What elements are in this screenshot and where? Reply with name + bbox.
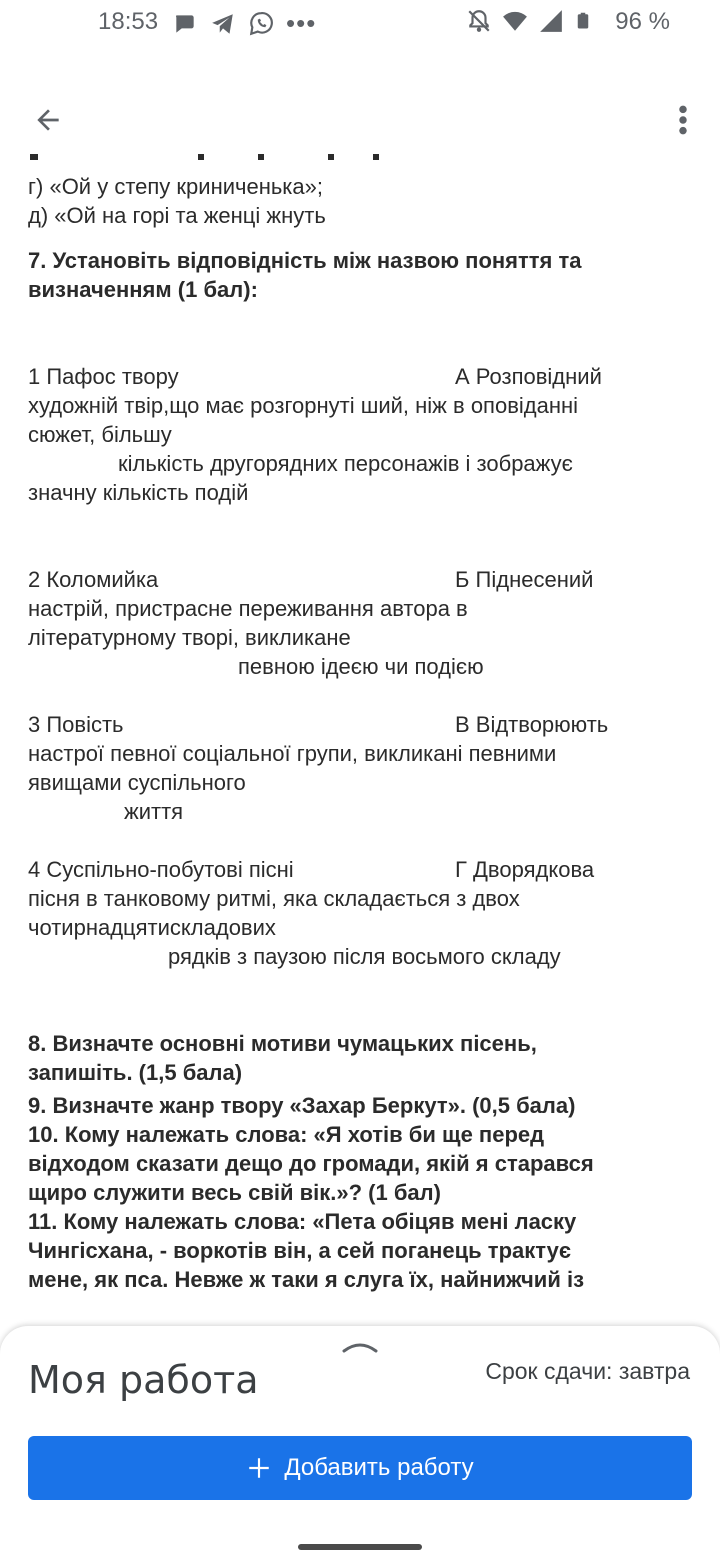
answer-option-d: д) «Ой на горі та женці жнуть [28,203,326,228]
question-8-line-2: запишіть. (1,5 бала) [28,1060,243,1085]
question-10-line-3: щиро служити весь свій вік.»? (1 бал) [28,1180,441,1205]
match-item-1-line-2: художній твір,що має розгорнуті ший, ніж в оповіданні [28,393,579,418]
question-11-line-1: 11. Кому належать слова: «Пета обіцяв мені ласку [28,1209,577,1234]
match-item-4-term: 4 Суспільно-побутові пісні [28,857,294,882]
sheet-expand-handle[interactable] [340,1336,380,1356]
match-item-4 [28,855,688,884]
clipped-text-fragments [28,150,388,164]
match-item-4-line-4: рядків з паузою після восьмого складу [168,944,561,969]
status-time: 18:53 [98,8,159,35]
question-7-title-line-2: визначенням (1 бал): [28,277,258,302]
question-9: 9. Визначте жанр твору «Захар Беркут». (0,5 бала) [28,1093,576,1118]
status-bar [0,0,720,44]
match-item-2-line-4: певною ідеєю чи подією [238,654,484,679]
question-7-title-line-1: 7. Установіть відповідність між назвою поняття та [28,248,582,273]
match-item-2 [28,565,688,594]
status-notification-icons [172,8,316,39]
wifi-icon [502,8,528,34]
match-item-4-definition-start: Г Дворядкова [455,857,595,882]
battery-icon [574,8,592,34]
assignment-document [28,172,688,1294]
telegram-icon [210,11,236,37]
match-item-1-line-5: значну кількість подій [28,480,249,505]
question-11-line-2: Чингісхана, - воркотів він, а сей поганець трактує [28,1238,571,1263]
match-item-4-line-2: пісня в танковому ритмі, яка складається з двох [28,886,520,911]
question-10-line-2: відходом сказати дещо до громади, якій я старався [28,1151,594,1176]
match-item-2-definition-start: Б Піднесений [455,567,594,592]
match-item-2-term: 2 Коломийка [28,567,159,592]
gesture-nav-bar[interactable] [298,1544,422,1550]
clipped-text-line [28,150,388,164]
sheet-title: Моя работа [28,1358,259,1402]
match-item-1-line-4: кількість другорядних персонажів і зображує [118,451,573,476]
question-8-line-1: 8. Визначте основні мотиви чумацьких пісень, [28,1031,537,1056]
signal-icon [538,8,564,34]
match-item-3-line-4: життя [124,799,184,824]
more-options-button[interactable] [668,100,698,140]
match-item-4-line-3: чотирнадцятискладових [28,915,276,940]
question-10-line-1: 10. Кому належать слова: «Я хотів би ще перед [28,1122,545,1147]
match-item-3 [28,710,688,739]
match-item-1-term: 1 Пафос твору [28,364,179,389]
bell-off-icon [466,8,492,34]
match-item-1-line-3: сюжет, більшу [28,422,172,447]
add-work-label: Добавить работу [284,1454,474,1481]
battery-percent: 96 % [615,8,670,35]
chat-bubble-icon [172,11,198,37]
viber-icon [248,11,274,37]
match-item-3-term: 3 Повість [28,712,124,737]
add-work-button[interactable] [28,1436,692,1500]
more-dots-icon: ••• [286,8,317,38]
due-date-label: Срок сдачи: завтра [485,1358,690,1384]
app-bar [0,90,720,150]
match-item-3-line-2: настрої певної соціальної групи, викликані певними [28,741,557,766]
match-item-1-definition-start: А Розповідний [455,364,602,389]
my-work-sheet [0,1326,720,1560]
plus-icon [246,1455,272,1481]
answer-option-g: г) «Ой у степу криниченька»; [28,174,324,199]
question-11-line-3: мене, як пса. Невже ж таки я слуга їх, найнижчий із [28,1267,585,1292]
chevron-up-icon [342,1339,378,1353]
back-button[interactable] [28,100,68,140]
arrow-back-icon [32,104,64,136]
match-item-2-line-2: настрій, пристрасне переживання автора в [28,596,468,621]
match-item-1 [28,362,688,391]
status-system-icons [466,8,592,34]
more-vert-icon [678,104,688,136]
match-item-2-line-3: літературному творі, викликане [28,625,351,650]
match-item-3-definition-start: В Відтворюють [455,712,609,737]
match-item-3-line-3: явищами суспільного [28,770,246,795]
